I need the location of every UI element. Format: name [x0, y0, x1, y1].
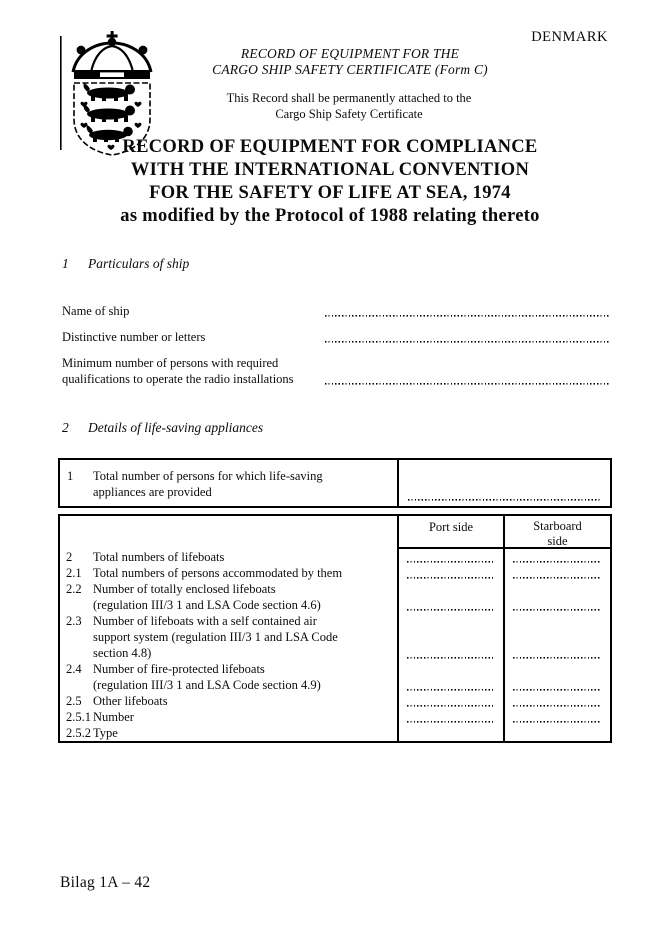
header-desc-cell [60, 516, 399, 549]
port-side-cell [399, 725, 505, 741]
row-desc-cell [60, 709, 399, 725]
row-number: 1 [67, 469, 74, 483]
row-label [93, 565, 397, 581]
starboard-fill-in-line[interactable] [513, 577, 600, 579]
starboard-side-cell [505, 661, 610, 693]
header-starboard-line2: side [547, 534, 568, 548]
starboard-side-cell [505, 581, 610, 613]
persons-total-table [58, 458, 612, 508]
port-fill-in-line[interactable] [407, 609, 493, 611]
attach-note [0, 91, 670, 122]
section1-number: 1 [62, 256, 69, 271]
row-number: 2.5 [66, 694, 82, 708]
field-row [62, 355, 610, 387]
port-side-cell [399, 581, 505, 613]
attach-note-line1: This Record shall be permanently attached to the [226, 91, 472, 105]
section1-title: Particulars of ship [88, 256, 190, 271]
form-heading-line1: RECORD OF EQUIPMENT FOR THE [240, 46, 460, 61]
row-label-line: Total numbers of lifeboats [93, 550, 225, 564]
fill-in-line[interactable] [325, 315, 610, 317]
field-label [62, 355, 325, 387]
port-fill-in-line[interactable] [407, 561, 493, 563]
table-row [60, 581, 610, 613]
row-label [93, 709, 397, 725]
particulars-fields [62, 303, 610, 397]
row-number: 2.5.2 [66, 726, 91, 740]
header-starboard-line1: Starboard [533, 519, 582, 533]
field-label-line: qualifications to operate the radio installations [62, 372, 294, 386]
row-label-line1: Total number of persons for which life-saving [93, 469, 323, 483]
port-fill-in-line[interactable] [407, 721, 493, 723]
row-label [93, 581, 397, 613]
row-desc-cell [60, 613, 399, 661]
main-title-line3: FOR THE SAFETY OF LIFE AT SEA, 1974 [149, 183, 511, 203]
row-label [93, 549, 397, 565]
starboard-fill-in-line[interactable] [513, 561, 600, 563]
port-side-cell [399, 565, 505, 581]
main-title-line1: RECORD OF EQUIPMENT FOR COMPLIANCE [122, 137, 538, 157]
table-row [60, 565, 610, 581]
row-label-line: Other lifeboats [93, 694, 168, 708]
row-desc-cell [60, 661, 399, 693]
row-label-line: Number [93, 710, 134, 724]
port-side-cell [399, 661, 505, 693]
field-label-line: Minimum number of persons with required [62, 356, 279, 370]
row-label-line: (regulation III/3 1 and LSA Code section 4.6) [93, 598, 321, 612]
starboard-side-cell [505, 693, 610, 709]
row-label-line: support system (regulation III/3 1 and LSA Code [93, 630, 338, 644]
row-desc-cell [60, 693, 399, 709]
row-label [93, 613, 397, 661]
table-row [60, 549, 610, 565]
port-side-cell [399, 693, 505, 709]
row-label-line: Number of totally enclosed lifeboats [93, 582, 276, 596]
row-label [93, 661, 397, 693]
section2-title: Details of life-saving appliances [88, 420, 264, 435]
port-side-cell [399, 613, 505, 661]
row-number: 2.3 [66, 614, 82, 628]
starboard-side-cell [505, 613, 610, 661]
port-fill-in-line[interactable] [407, 657, 493, 659]
row-number: 2 [66, 550, 73, 564]
row-desc-cell [60, 581, 399, 613]
section1-heading [62, 256, 189, 272]
starboard-fill-in-line[interactable] [513, 721, 600, 723]
row-label [93, 693, 397, 709]
row-label [93, 468, 397, 506]
header-starboard-side [505, 516, 610, 549]
lifeboats-table-body [60, 549, 610, 741]
field-label [62, 329, 325, 345]
form-heading-line2: CARGO SHIP SAFETY CERTIFICATE (Form C) [212, 61, 488, 77]
row-label-line: Total numbers of persons accommodated by them [93, 566, 343, 580]
starboard-fill-in-line[interactable] [513, 609, 600, 611]
main-title-line2: WITH THE INTERNATIONAL CONVENTION [130, 160, 530, 180]
starboard-side-cell [505, 709, 610, 725]
port-fill-in-line[interactable] [407, 705, 493, 707]
attach-note-line2: Cargo Ship Safety Certificate [275, 106, 423, 121]
row-desc-cell [60, 565, 399, 581]
section2-number: 2 [62, 420, 69, 435]
starboard-side-cell [505, 565, 610, 581]
main-title-line4: as modified by the Protocol of 1988 relating thereto [120, 206, 540, 226]
row-label-line: Number of lifeboats with a self contained air [93, 614, 317, 628]
fill-in-line[interactable] [408, 499, 602, 501]
lifeboats-table [58, 514, 612, 743]
row-label-line2: appliances are provided [93, 485, 212, 499]
row-number: 2.2 [66, 582, 82, 596]
row-label-line: section 4.8) [93, 646, 152, 660]
header-port-side: Port side [399, 516, 505, 549]
main-title [0, 136, 670, 228]
row-number: 2.1 [66, 566, 82, 580]
form-heading [0, 46, 670, 77]
starboard-fill-in-line[interactable] [513, 705, 600, 707]
row-desc-cell [60, 725, 399, 741]
field-label-line: Name of ship [62, 304, 130, 318]
persons-total-desc-cell [60, 460, 399, 506]
country-label: DENMARK [531, 29, 608, 45]
row-label-line: (regulation III/3 1 and LSA Code section 4.9) [93, 678, 321, 692]
port-fill-in-line[interactable] [407, 689, 493, 691]
fill-in-line[interactable] [325, 383, 610, 385]
table-row [60, 661, 610, 693]
table-row [60, 613, 610, 661]
starboard-side-cell [505, 725, 610, 741]
row-label [93, 725, 397, 741]
port-side-cell [399, 549, 505, 565]
starboard-side-cell [505, 549, 610, 565]
section2-heading [62, 420, 263, 436]
lifeboats-table-header [60, 516, 610, 549]
row-label-line: Number of fire-protected lifeboats [93, 662, 265, 676]
page-reference: Bilag 1A – 42 [60, 874, 151, 891]
port-side-cell [399, 709, 505, 725]
field-label-line: Distinctive number or letters [62, 330, 206, 344]
field-row [62, 329, 610, 345]
row-desc-cell [60, 549, 399, 565]
row-number: 2.4 [66, 662, 82, 676]
row-label-line: Type [93, 726, 118, 740]
fill-in-line[interactable] [325, 341, 610, 343]
port-fill-in-line[interactable] [407, 577, 493, 579]
table-row [60, 693, 610, 709]
persons-total-value-cell [399, 460, 610, 506]
row-number: 2.5.1 [66, 710, 91, 724]
table-row [60, 725, 610, 741]
field-label [62, 303, 325, 319]
starboard-fill-in-line[interactable] [513, 657, 600, 659]
field-row [62, 303, 610, 319]
starboard-fill-in-line[interactable] [513, 689, 600, 691]
table-row [60, 709, 610, 725]
